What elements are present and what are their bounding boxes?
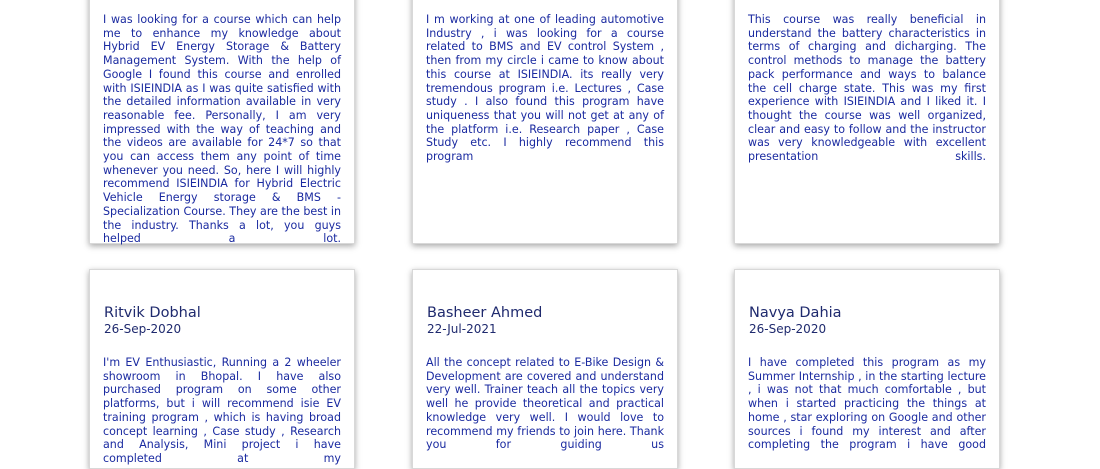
testimonial-review: All the concept related to E-Bike Design & Development are covered and understand very well. Trainer teach all the topics very well he provide theoretical and practical knowledge very well. I would love to recommend my friends to join here. Thank you for guiding us [426,356,664,452]
testimonial-card [734,0,1000,244]
reviewer-name: Basheer Ahmed [427,305,543,321]
review-date: 22-Jul-2021 [427,322,497,336]
testimonial-card [734,269,1000,469]
testimonial-review: I m working at one of leading automotive Industry , i was looking for a course related to BMS and EV control System , then from my circle i came to know about this course at ISIEINDIA. its really very tremendous program i.e. Lectures , Case study . I also found this program have uniqueness that you will not get at any of the platform i.e. Research paper , Case Study etc. I highly recommend this program [426,13,664,164]
testimonial-card [412,0,678,244]
testimonial-card [89,269,355,469]
reviewer-name: Navya Dahia [749,305,842,321]
review-date: 26-Sep-2020 [749,322,827,336]
review-date: 26-Sep-2020 [104,322,182,336]
testimonial-review: I was looking for a course which can help me to enhance my knowledge about Hybrid EV Energy Storage & Battery Management System. With the help of Google I found this course and enrolled with ISIEINDIA as I was quite satisfied with the detailed information available in very reasonable fee. Personally, I am very impressed with the way of teaching and the videos are available for 24*7 so that you can access them any point of time whenever you need. So, here I will highly recommend ISIEINDIA for Hybrid Electric Vehicle Energy storage & BMS - Specialization Course. They are the best in the industry. Thanks a lot, you guys helped a lot. [103,13,341,246]
testimonial-review: I'm EV Enthusiastic, Running a 2 wheeler showroom in Bhopal. I have also purchased program on some other platforms, but i will recommend isie EV training program , which is having broad concept learning , Case study , Research and Analysis, Mini project i have completed at my [103,356,341,465]
reviewer-name: Ritvik Dobhal [104,305,201,321]
testimonial-review: I have completed this program as my Summer Internship , in the starting lecture , i was not that much comfortable , but when i started practicing the things at home , star exploring on Google and other sources i found my interest and after completing the program i have good [748,356,986,452]
testimonial-card [89,0,355,244]
testimonial-review: This course was really beneficial in understand the battery characteristics in terms of charging and dicharging. The control methods to manage the battery pack performance and ways to balance the cell charge state. This was my first experience with ISIEINDIA and I liked it. I thought the course was well organized, clear and easy to follow and the instructor was very knowledgeable with excellent presentation skills. [748,13,986,164]
testimonial-card [412,269,678,469]
